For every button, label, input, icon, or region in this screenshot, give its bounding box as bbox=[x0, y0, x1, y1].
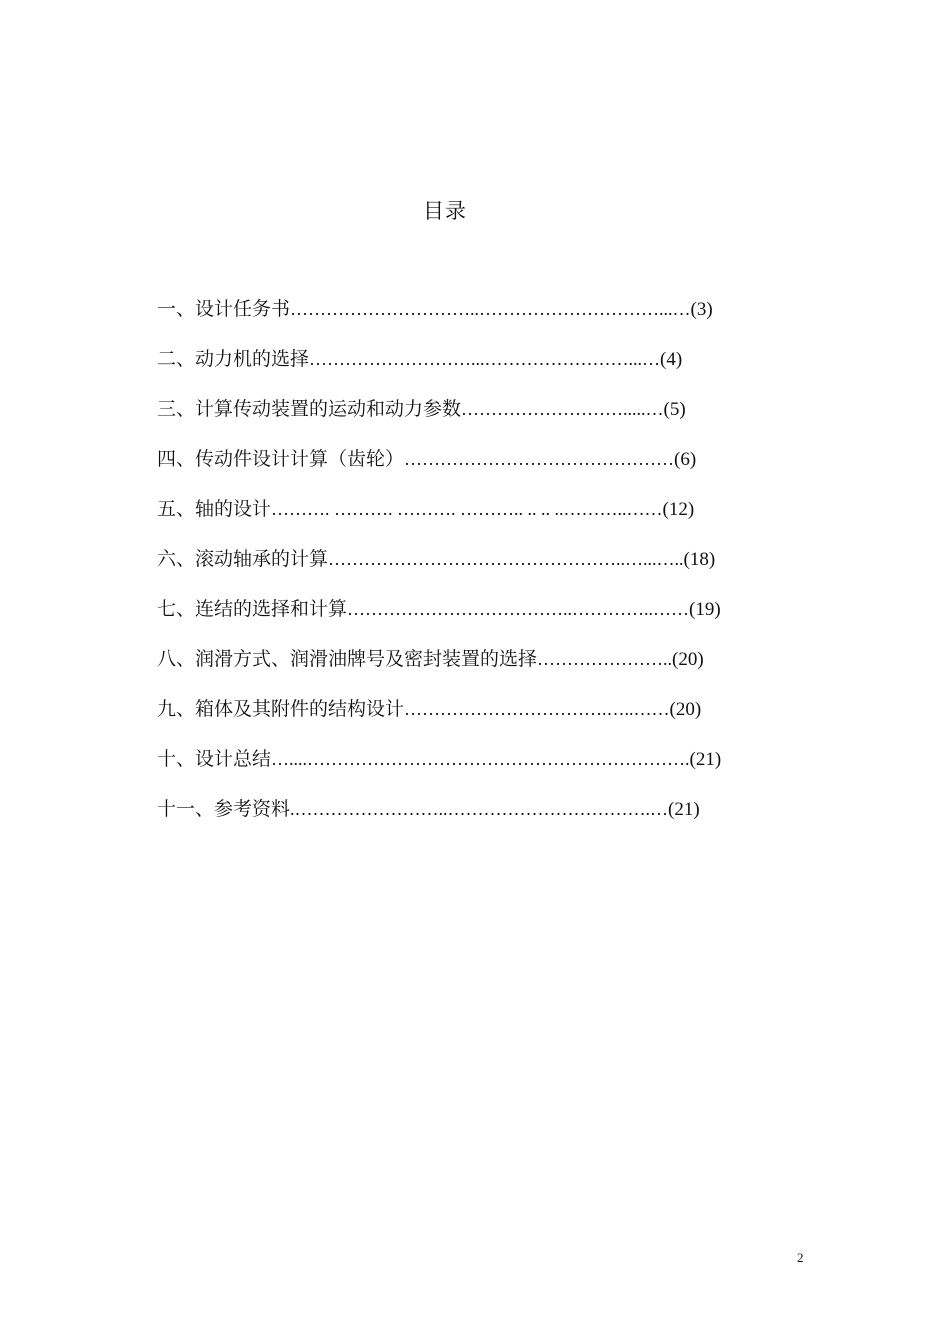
toc-entry-label: 三、计算传动装置的运动和动力参数 bbox=[157, 398, 462, 420]
toc-leader-dots: …....………………………………………………………. bbox=[271, 749, 690, 769]
toc-leader-dots: ………………………...……………………...… bbox=[309, 349, 661, 369]
toc-entry-label: 五、轴的设计 bbox=[157, 498, 272, 520]
toc-entry-page: (12) bbox=[662, 499, 695, 520]
toc-entry-page: (5) bbox=[663, 399, 686, 420]
toc-entry-label: 十一、参考资料 bbox=[157, 798, 291, 820]
toc-leader-dots: …………………………….…..…… bbox=[404, 699, 670, 719]
toc-entry-page: (18) bbox=[683, 549, 716, 570]
toc-entry-page: (6) bbox=[674, 449, 697, 470]
toc-entry bbox=[157, 642, 807, 692]
toc-entry bbox=[157, 492, 807, 542]
toc-leader-dots: ………………………………..…………..…… bbox=[347, 599, 690, 619]
toc-entry-label: 六、滚动轴承的计算 bbox=[157, 548, 329, 570]
toc-entry bbox=[157, 342, 807, 392]
toc-leader-dots: ………………….. bbox=[537, 649, 673, 669]
toc-entry-label: 一、设计任务书 bbox=[157, 298, 291, 320]
toc-entry bbox=[157, 442, 807, 492]
toc-entry-page: (20) bbox=[672, 649, 704, 670]
toc-entry bbox=[157, 742, 807, 792]
toc-entry bbox=[157, 542, 807, 592]
toc-entry-page: (3) bbox=[690, 299, 713, 320]
toc-entry bbox=[157, 392, 807, 442]
toc-leader-dots: ………. ………. ………. ……….. .. .. ..………..…… bbox=[271, 499, 663, 519]
toc-entry-page: (19) bbox=[689, 599, 721, 620]
toc-leader-dots: ……………………….....… bbox=[461, 399, 664, 419]
toc-list bbox=[157, 292, 807, 842]
toc-entry-page: (21) bbox=[689, 749, 722, 770]
page-number: 2 bbox=[797, 1250, 804, 1265]
toc-entry bbox=[157, 592, 807, 642]
toc-leader-dots: …………………………..…………………………...… bbox=[290, 299, 691, 319]
toc-entry-page: (4) bbox=[660, 349, 683, 370]
toc-entry-label: 十、设计总结 bbox=[157, 748, 272, 770]
toc-leader-dots: ……………………………………… bbox=[404, 449, 675, 469]
toc-leader-dots: .……………………..…………………………….… bbox=[290, 799, 669, 819]
toc-entry bbox=[157, 792, 807, 842]
toc-entry-label: 九、箱体及其附件的结构设计 bbox=[157, 698, 405, 720]
toc-entry bbox=[157, 292, 807, 342]
toc-entry-label: 八、润滑方式、润滑油牌号及密封装置的选择 bbox=[157, 648, 538, 670]
toc-entry-page: (20) bbox=[669, 699, 702, 720]
toc-entry-label: 七、连结的选择和计算 bbox=[157, 598, 348, 620]
toc-entry-page: (21) bbox=[668, 799, 700, 820]
toc-entry-label: 二、动力机的选择 bbox=[157, 348, 310, 370]
toc-entry bbox=[157, 692, 807, 742]
toc-leader-dots: …………………………………………..…...….. bbox=[328, 549, 684, 569]
toc-title: 目录 bbox=[423, 199, 467, 223]
toc-entry-label: 四、传动件设计计算（齿轮） bbox=[157, 448, 405, 470]
